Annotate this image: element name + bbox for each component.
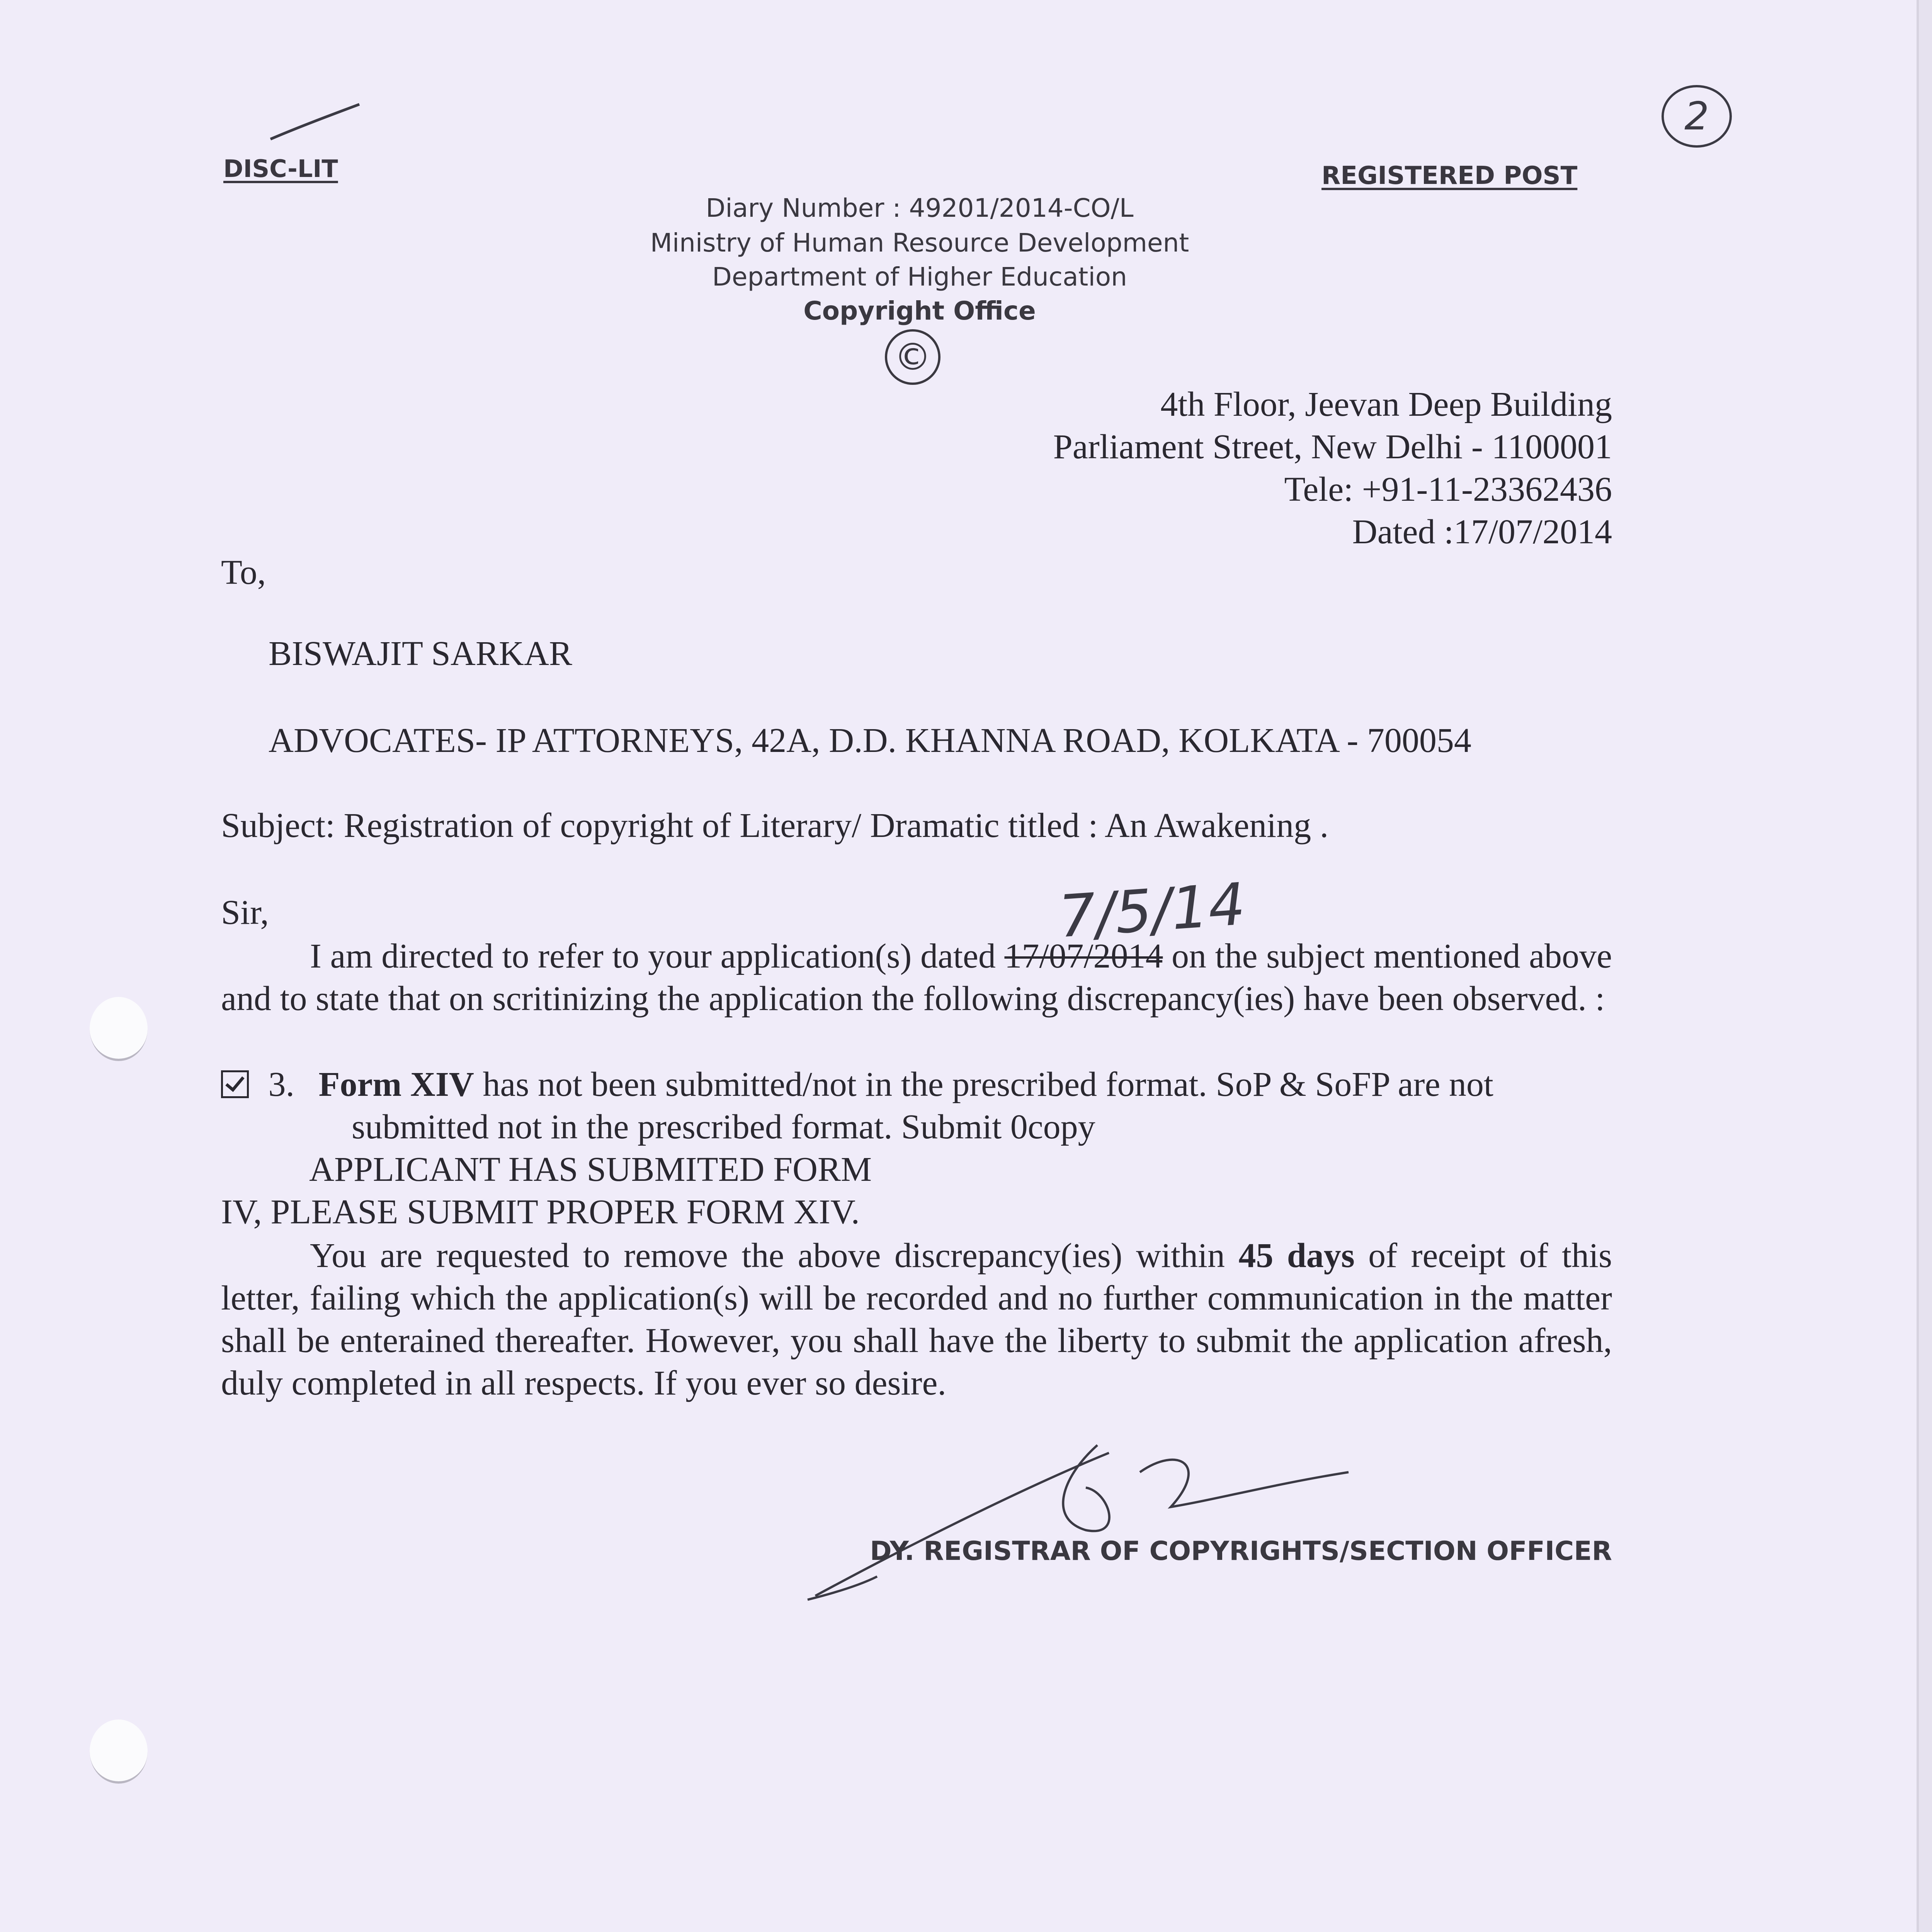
struck-date: 17/07/2014 bbox=[1004, 937, 1163, 975]
punch-hole bbox=[90, 1719, 148, 1784]
to-label: To, bbox=[221, 553, 266, 592]
discrepancy-item bbox=[221, 1065, 1493, 1104]
department-name: Department of Higher Education bbox=[712, 262, 1127, 292]
telephone: Tele: +91-11-23362436 bbox=[1284, 470, 1612, 509]
diary-number: Diary Number : 49201/2014-CO/L bbox=[706, 193, 1134, 223]
address-line-2: Parliament Street, New Delhi - 1100001 bbox=[1053, 428, 1612, 466]
subject-line: Subject: Registration of copyright of Literary/ Dramatic titled : An Awakening . bbox=[221, 806, 1329, 845]
item-text: has not been submitted/not in the prescribed format. SoP & SoFP are not bbox=[483, 1065, 1493, 1104]
remark-line-2: IV, PLEASE SUBMIT PROPER FORM XIV. bbox=[221, 1193, 860, 1231]
pen-tick-mark bbox=[267, 97, 367, 151]
item-number: 3. bbox=[268, 1065, 294, 1104]
signature-scribble bbox=[792, 1430, 1372, 1615]
p2-deadline: 45 days bbox=[1238, 1236, 1355, 1275]
signatory-title: DY. REGISTRAR OF COPYRIGHTS/SECTION OFFICER bbox=[870, 1536, 1612, 1566]
address-line-1: 4th Floor, Jeevan Deep Building bbox=[1160, 385, 1612, 423]
handwritten-corrected-date: 7/5/14 bbox=[1056, 871, 1248, 951]
scan-edge bbox=[1917, 0, 1932, 1932]
recipient-name: BISWAJIT SARKAR bbox=[269, 634, 572, 673]
p1-end: on the subject mentioned above and to state that on scritinizing the application the following discrepancy(ies) have been observed. : bbox=[221, 937, 1612, 1018]
p1-start: I am directed to refer to your application(s) dated bbox=[310, 937, 996, 975]
checked-box-icon bbox=[221, 1070, 249, 1098]
copyright-symbol-icon: © bbox=[885, 329, 940, 385]
item-text-line-2: submitted not in the prescribed format. Submit 0copy bbox=[352, 1108, 1095, 1146]
salutation: Sir, bbox=[221, 893, 269, 932]
disc-lit-label: DISC-LIT bbox=[223, 155, 338, 183]
p2-start: You are requested to remove the above discrepancy(ies) within bbox=[310, 1236, 1225, 1275]
remark-line-1: APPLICANT HAS SUBMITED FORM bbox=[309, 1150, 872, 1189]
paragraph-application-reference bbox=[221, 935, 1612, 1020]
handwritten-page-number: 2 bbox=[1662, 85, 1732, 148]
office-name: Copyright Office bbox=[803, 296, 1036, 326]
p2-end: of receipt of this letter, failing which the application(s) will be recorded and no further communication in the matter shall be enterained thereafter. However, you shall have the liberty to submit the application afresh, duly completed in all respects. If you ever so desire. bbox=[221, 1236, 1612, 1402]
recipient-address: ADVOCATES- IP ATTORNEYS, 42A, D.D. KHANNA ROAD, KOLKATA - 700054 bbox=[269, 721, 1471, 760]
paragraph-request bbox=[221, 1235, 1612, 1405]
ministry-name: Ministry of Human Resource Development bbox=[650, 228, 1189, 258]
punch-hole bbox=[90, 997, 148, 1061]
letter-date: Dated :17/07/2014 bbox=[1352, 513, 1612, 551]
item-form-name: Form XIV bbox=[318, 1065, 474, 1104]
registered-post-label: REGISTERED POST bbox=[1321, 162, 1578, 190]
